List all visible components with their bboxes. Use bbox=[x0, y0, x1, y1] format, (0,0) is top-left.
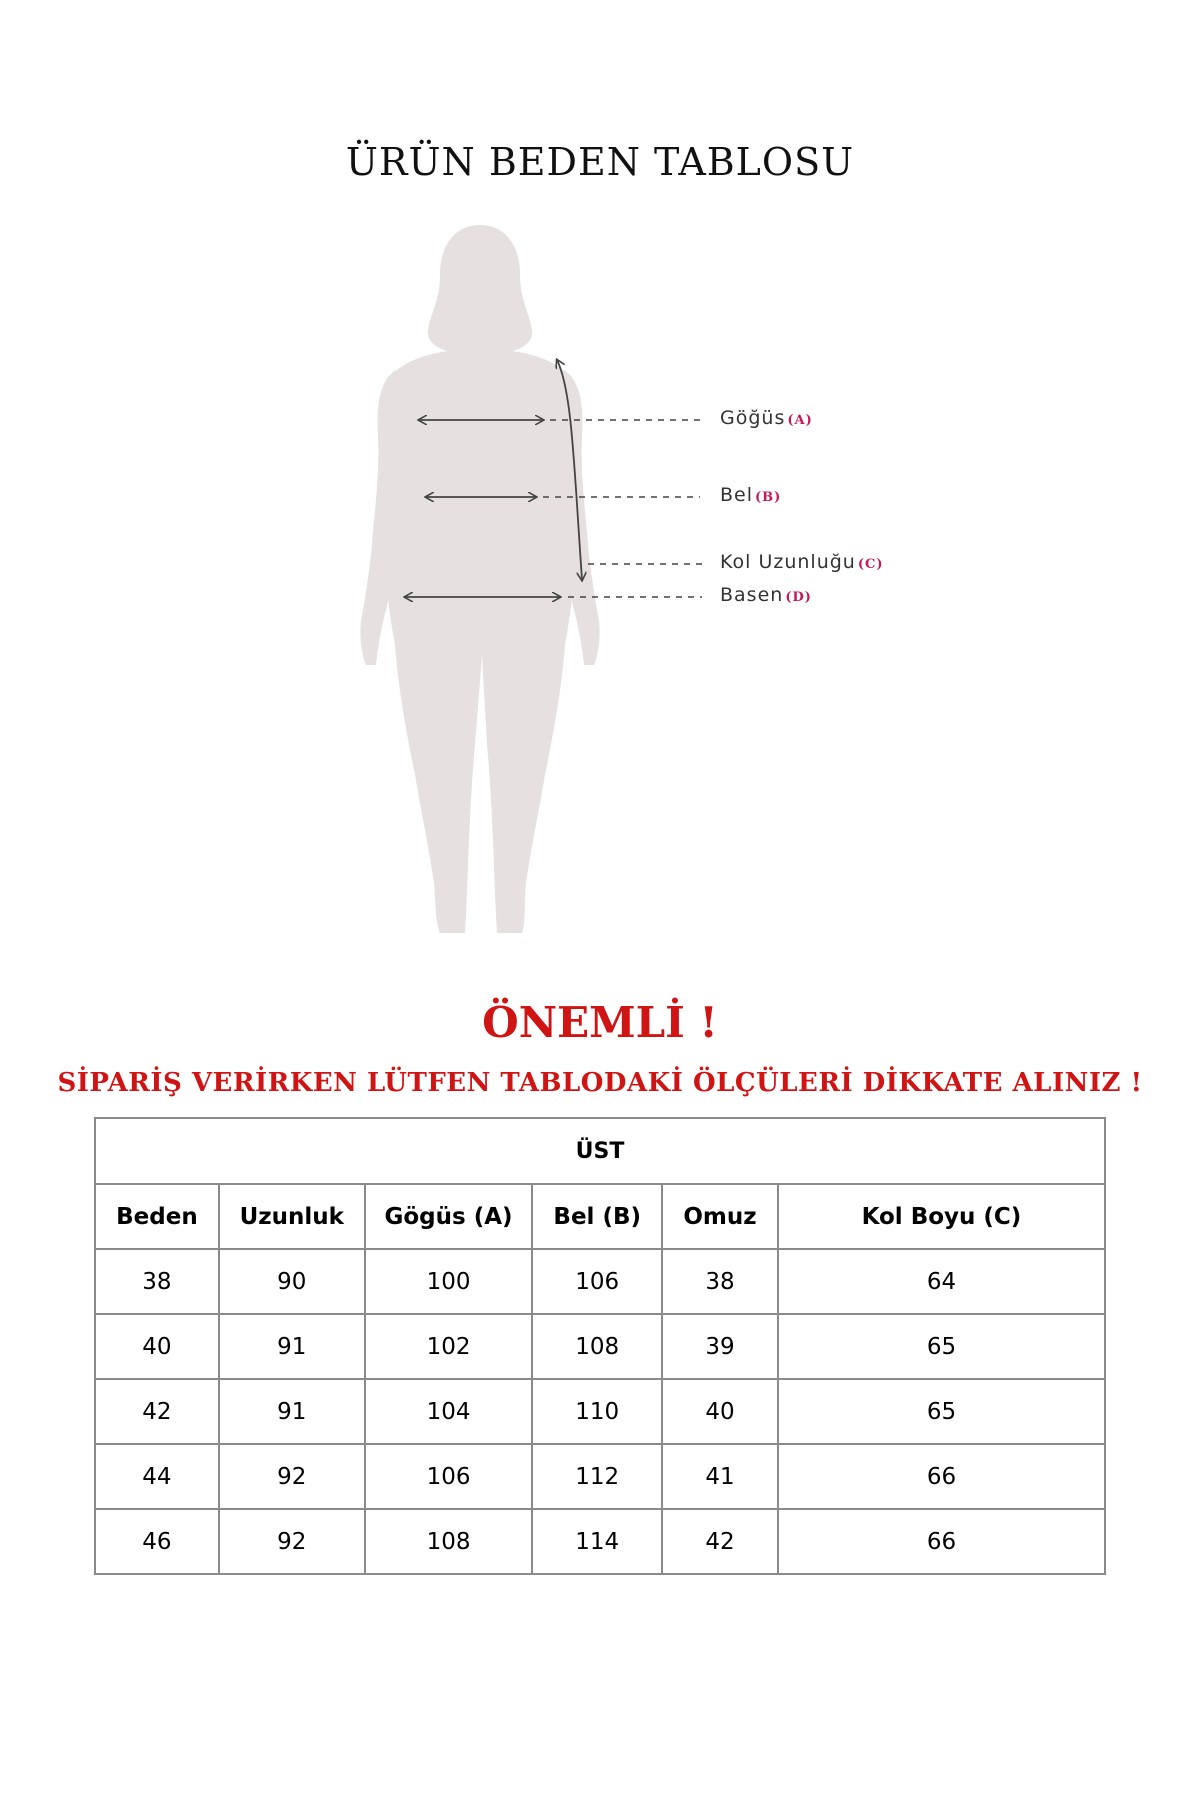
table-row bbox=[95, 1379, 1105, 1444]
size-table bbox=[94, 1117, 1106, 1575]
table-cell: 42 bbox=[662, 1509, 778, 1574]
body-measurement-figure bbox=[0, 215, 1200, 955]
table-cell: 114 bbox=[532, 1509, 662, 1574]
page-title: ÜRÜN BEDEN TABLOSU bbox=[345, 140, 855, 184]
table-row bbox=[95, 1249, 1105, 1314]
table-cell: 46 bbox=[95, 1509, 219, 1574]
col-header-shoulder: Omuz bbox=[662, 1184, 778, 1249]
measure-label-hip: Basen (D) bbox=[720, 584, 812, 606]
col-header-chest: Gögüs (A) bbox=[365, 1184, 533, 1249]
table-cell: 90 bbox=[219, 1249, 365, 1314]
table-row bbox=[95, 1444, 1105, 1509]
table-cell: 106 bbox=[365, 1444, 533, 1509]
important-heading: ÖNEMLİ ! bbox=[482, 998, 718, 1047]
col-header-size: Beden bbox=[95, 1184, 219, 1249]
table-cell: 38 bbox=[95, 1249, 219, 1314]
table-cell: 91 bbox=[219, 1379, 365, 1444]
table-group-row bbox=[95, 1118, 1105, 1184]
measure-label-waist: Bel (B) bbox=[720, 484, 782, 506]
table-cell: 110 bbox=[532, 1379, 662, 1444]
col-header-length: Uzunluk bbox=[219, 1184, 365, 1249]
table-cell: 66 bbox=[778, 1444, 1105, 1509]
table-cell: 112 bbox=[532, 1444, 662, 1509]
table-cell: 44 bbox=[95, 1444, 219, 1509]
table-cell: 41 bbox=[662, 1444, 778, 1509]
table-cell: 106 bbox=[532, 1249, 662, 1314]
silhouette-illustration bbox=[0, 215, 1200, 955]
order-warning: SİPARİŞ VERİRKEN LÜTFEN TABLODAKİ ÖLÇÜLERİ DİKKATE ALINIZ ! bbox=[57, 1068, 1143, 1098]
table-cell: 42 bbox=[95, 1379, 219, 1444]
table-cell: 102 bbox=[365, 1314, 533, 1379]
table-cell: 65 bbox=[778, 1379, 1105, 1444]
measure-label-sleeve: Kol Uzunluğu (C) bbox=[720, 551, 884, 573]
table-cell: 40 bbox=[662, 1379, 778, 1444]
table-cell: 66 bbox=[778, 1509, 1105, 1574]
female-silhouette bbox=[360, 225, 599, 933]
table-cell: 39 bbox=[662, 1314, 778, 1379]
measure-label-chest: Göğüs (A) bbox=[720, 407, 813, 429]
table-row bbox=[95, 1509, 1105, 1574]
table-cell: 108 bbox=[532, 1314, 662, 1379]
table-cell: 108 bbox=[365, 1509, 533, 1574]
col-header-sleeve: Kol Boyu (C) bbox=[778, 1184, 1105, 1249]
table-cell: 38 bbox=[662, 1249, 778, 1314]
col-header-waist: Bel (B) bbox=[532, 1184, 662, 1249]
group-header-ust: ÜST bbox=[95, 1118, 1105, 1184]
table-cell: 104 bbox=[365, 1379, 533, 1444]
table-cell: 91 bbox=[219, 1314, 365, 1379]
table-cell: 65 bbox=[778, 1314, 1105, 1379]
table-cell: 92 bbox=[219, 1444, 365, 1509]
table-cell: 100 bbox=[365, 1249, 533, 1314]
table-row bbox=[95, 1314, 1105, 1379]
table-cell: 92 bbox=[219, 1509, 365, 1574]
table-header-row bbox=[95, 1184, 1105, 1249]
table-cell: 64 bbox=[778, 1249, 1105, 1314]
table-cell: 40 bbox=[95, 1314, 219, 1379]
